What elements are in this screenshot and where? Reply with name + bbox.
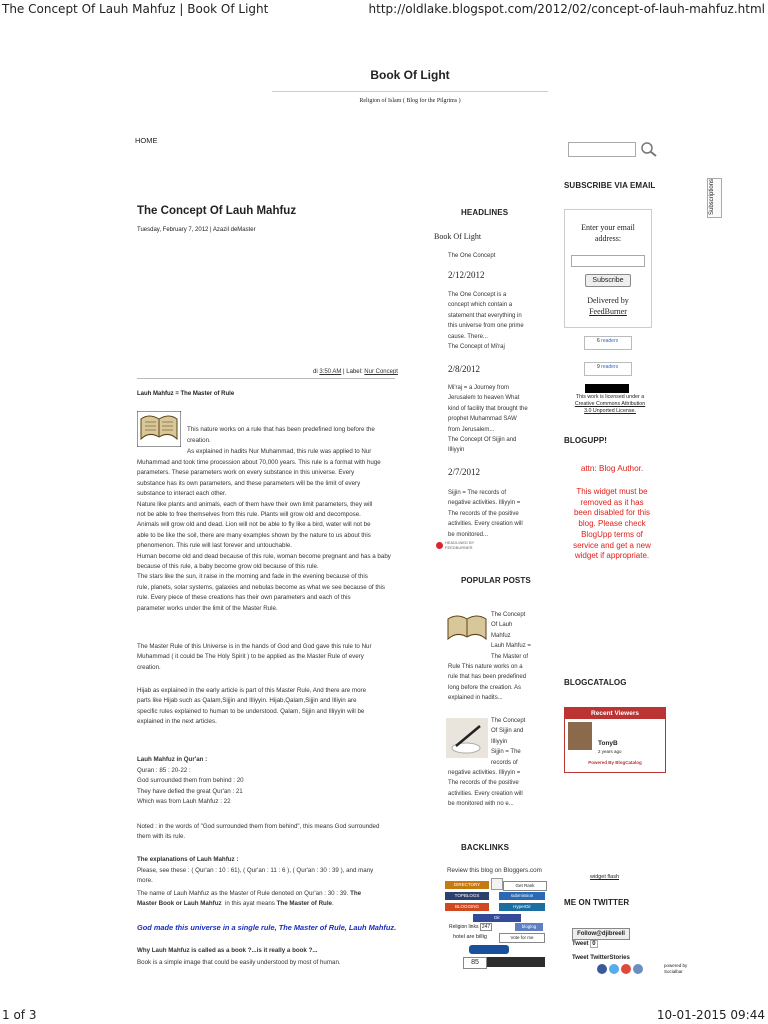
body-line: Human become old and dead because of this rule, woman become pregnant and has a baby bbox=[137, 552, 391, 560]
headline-excerpt bbox=[448, 383, 528, 456]
backlink-badges bbox=[445, 878, 545, 966]
headlines-title: HEADLINES bbox=[461, 208, 509, 217]
popular-line: activities. Every creation will bbox=[448, 790, 523, 797]
readers-label: readers bbox=[601, 338, 619, 344]
popular-line: Mahfuz bbox=[491, 632, 511, 639]
excerpt-line: The records of the positive bbox=[448, 510, 519, 517]
popular-post-2-tail bbox=[448, 768, 523, 810]
twitter-follow-button[interactable]: Follow@djibreell bbox=[572, 928, 630, 940]
religion-links-label: Religion links bbox=[449, 924, 479, 930]
feedburner-badge[interactable] bbox=[469, 945, 509, 954]
email-prompt-line: address: bbox=[594, 234, 622, 243]
hotel-link[interactable]: hotel are billig bbox=[453, 934, 487, 940]
body-line: substance to interact each other. bbox=[137, 490, 227, 498]
body-line: parameters. These parameters work on every substance in this universe. Every bbox=[137, 469, 355, 477]
badge-directory[interactable]: DIRECTORY bbox=[445, 881, 489, 889]
why-line: Book is a simple image that could be easily understood by most of human. bbox=[137, 959, 341, 966]
post-para-3 bbox=[137, 686, 417, 728]
delivered-by bbox=[565, 295, 651, 317]
expl-name-plain: The name of Lauh Mahfuz as the Master of Rule denoted on Qur'an : 30 : 39. bbox=[137, 890, 349, 897]
tweet-button-2[interactable] bbox=[572, 955, 630, 961]
readers-badge-1[interactable] bbox=[584, 336, 632, 350]
email-input[interactable] bbox=[571, 255, 645, 267]
socialbar-icons[interactable] bbox=[596, 962, 656, 974]
highlight-quote: God made this universe in a single rule, The Master of Rule, Lauh Mahfuz. bbox=[137, 923, 397, 932]
post-footer-sep: | Label: bbox=[343, 369, 363, 375]
blogupp-line: service and get a new bbox=[573, 540, 651, 550]
popular-line: The Master of bbox=[491, 653, 529, 660]
popular-pen-thumbnail[interactable] bbox=[446, 718, 488, 758]
intro-line-2: creation. bbox=[187, 437, 211, 444]
popular-title: POPULAR POSTS bbox=[461, 576, 531, 585]
excerpt-line: cause. There... bbox=[448, 333, 488, 340]
body-line: because of this rule, a baby become grow old because of this rule. bbox=[137, 563, 319, 571]
viewer-name[interactable]: TonyB bbox=[598, 740, 618, 747]
excerpt-line: The One Concept is a bbox=[448, 292, 507, 298]
badge-topblogs-dark[interactable]: TOPBLOGS bbox=[445, 892, 489, 900]
post-divider bbox=[137, 378, 395, 379]
popular-line: explained in hadits... bbox=[448, 695, 503, 702]
print-page-number: 1 of 3 bbox=[2, 1008, 37, 1022]
popular-line: Lauh Mahfuz = bbox=[491, 643, 531, 650]
socialbar-credit[interactable] bbox=[664, 963, 687, 975]
para-line: explained in the next articles. bbox=[137, 718, 217, 726]
popular-line: rule that has been predefined bbox=[448, 674, 527, 681]
expl-name-end: . bbox=[332, 900, 334, 908]
body-line: rule, planets, solar systems, galaxies and nebulas become as what we see because of this bbox=[137, 583, 385, 591]
backlinks-title: BACKLINKS bbox=[461, 843, 510, 852]
popular-line: Rule This nature works on a bbox=[448, 664, 523, 670]
para-line: Hijab as explained in the early article is part of this Master Rule, And there are more bbox=[137, 687, 367, 694]
email-prompt bbox=[565, 222, 651, 244]
expl-line: Please, see these : ( Qur'an : 10 : 61), ( Qur'an : 11 : 6 ), ( Qur'an : 30 : 39 ), and many bbox=[137, 867, 374, 874]
badge-square-icon[interactable] bbox=[491, 878, 503, 890]
headline-excerpt bbox=[448, 290, 524, 352]
excerpt-line: be monitored... bbox=[448, 531, 489, 538]
viewer-avatar[interactable] bbox=[568, 722, 592, 750]
noted bbox=[137, 822, 417, 843]
religion-links[interactable] bbox=[449, 924, 492, 930]
popular-line: be monitored with no e... bbox=[448, 801, 514, 808]
popular-line: The Concept bbox=[491, 612, 526, 618]
expl-name bbox=[137, 889, 422, 910]
badge-get-rank[interactable]: Get Rank bbox=[503, 881, 547, 891]
tweet-label: Tweet bbox=[572, 955, 589, 961]
excerpt-line: prophet Muhammad SAW bbox=[448, 416, 517, 423]
twitterstories-label: TwitterStories bbox=[590, 955, 630, 961]
excerpt-line: activities. Every creation will bbox=[448, 521, 523, 528]
quran-line: God surrounded them from behind : 20 bbox=[137, 777, 244, 785]
noted-line: Noted : in the words of "God surrounded them from behind", this means God surrounded bbox=[137, 823, 380, 830]
print-url[interactable]: http://oldlake.blogspot.com/2012/02/concept-of-lauh-mahfuz.html bbox=[368, 2, 765, 16]
para-line: parts like Hijab such as Qalam,Sijjin and Illiyyin. Hijab,Qalam,Sijjin and Illiyin are bbox=[137, 697, 357, 705]
blog-title[interactable]: Book Of Light bbox=[370, 68, 450, 82]
headline-date: 2/8/2012 bbox=[448, 364, 481, 374]
subscribe-title: SUBSCRIBE VIA EMAIL bbox=[564, 181, 656, 190]
post-footer bbox=[313, 369, 398, 375]
tweet-label: Tweet bbox=[572, 941, 589, 947]
feedburner-flame-icon bbox=[436, 542, 443, 549]
expl-lines bbox=[137, 866, 417, 887]
post-label-link[interactable]: Nur Concept bbox=[364, 369, 398, 375]
nav-home[interactable]: HOME bbox=[135, 136, 158, 145]
license-link[interactable]: Creative Commons Attribution bbox=[574, 401, 646, 407]
readers-label: readers bbox=[601, 364, 619, 370]
subscriptions-tab-label: Subscriptions bbox=[709, 178, 715, 215]
headline-excerpt bbox=[448, 488, 523, 540]
body-line: not be able to free themselves from this rule. Plants will grow old and decompose. bbox=[137, 511, 361, 519]
readers-count: 6 bbox=[597, 338, 600, 344]
popular-post-1[interactable] bbox=[491, 610, 531, 662]
popular-post-1-tail bbox=[448, 662, 526, 704]
blogupp-line: blog. Please check bbox=[578, 519, 646, 529]
popular-line: Of Sijjin and bbox=[491, 728, 524, 735]
viewer-time: 2 years ago bbox=[598, 749, 622, 754]
religion-links-count: 247 bbox=[481, 924, 491, 930]
feedburner-badge-text bbox=[445, 540, 474, 550]
quran-line: They have defied the great Qur'an : 21 bbox=[137, 787, 243, 795]
popular-post-2[interactable] bbox=[491, 716, 525, 768]
headline-next[interactable]: The Concept of Mi'raj bbox=[448, 344, 505, 351]
expl-heading: The explanations of Lauh Mahfuz : bbox=[137, 856, 239, 863]
quran-line: Which was from Lauh Mahfuz : 22 bbox=[137, 798, 231, 806]
blogcatalog-title: BLOGCATALOG bbox=[564, 678, 627, 687]
feedburner-headlined-badge[interactable] bbox=[436, 540, 486, 552]
why-heading: Why Lauh Mahfuz is called as a book ?...is it really a book ?... bbox=[137, 947, 318, 954]
headline-title[interactable]: Illiyyin bbox=[448, 447, 465, 454]
search-icon[interactable] bbox=[640, 141, 658, 157]
visitor-counter: 85 bbox=[463, 957, 487, 969]
badge-bloglog[interactable]: bloglog bbox=[515, 923, 543, 931]
body-line: The stars like the sun, it raise in the morning and fade in the evening because of this bbox=[137, 573, 368, 581]
post-meta: Tuesday, February 7, 2012 | Azazil deMaster bbox=[137, 227, 256, 233]
popular-book-thumbnail[interactable] bbox=[446, 612, 488, 646]
post-body bbox=[137, 458, 417, 614]
excerpt-line: this universe from one prime bbox=[448, 323, 524, 330]
headlines-blog-name[interactable]: Book Of Light bbox=[434, 232, 482, 241]
post-footer-prefix: di bbox=[313, 369, 318, 375]
popular-line: Illiyyin bbox=[491, 738, 508, 745]
tweet-button-1[interactable] bbox=[572, 941, 598, 947]
vote-button[interactable]: Vote for me bbox=[499, 933, 545, 943]
expl-name-the: The bbox=[350, 890, 362, 897]
badge-line: HEADLINED BY bbox=[445, 540, 475, 545]
cc-license-icon[interactable] bbox=[585, 384, 629, 393]
intro-line-1: This nature works on a rule that has been predefined long before the bbox=[187, 426, 375, 433]
expl-line: more. bbox=[137, 877, 153, 885]
backlinks-review[interactable]: Review this blog on Bloggers.com bbox=[447, 867, 542, 874]
para-line: specific rules explained to human to be understood. Qalam, Sijjin and Illiyyin will be bbox=[137, 707, 365, 715]
excerpt-line: concept which contain a bbox=[448, 302, 513, 309]
book-image bbox=[137, 411, 181, 447]
badge-dir[interactable]: Dir bbox=[473, 914, 521, 922]
readers-count: 9 bbox=[597, 364, 600, 370]
excerpt-line: Jerusalem to heaven What bbox=[448, 395, 520, 402]
recent-viewers-title: Recent Viewers bbox=[565, 708, 665, 719]
readers-badge-2[interactable] bbox=[584, 362, 632, 376]
popular-line: records of bbox=[491, 759, 518, 766]
subscriptions-tab[interactable] bbox=[707, 178, 722, 218]
twitter-title: ME ON TWITTER bbox=[564, 898, 630, 907]
excerpt-line: statement that everything in bbox=[448, 312, 522, 319]
excerpt-line: Mi'raj = a Journey from bbox=[448, 385, 509, 391]
expl-name-master-rule: The Master of Rule bbox=[276, 900, 332, 908]
body-line: phenomenon. This rule will last forever and untouchable. bbox=[137, 542, 293, 550]
post-subtitle: Lauh Mahfuz = The Master of Rule bbox=[137, 391, 235, 397]
popular-line: The records of the positive bbox=[448, 780, 519, 787]
post-para-2 bbox=[137, 642, 417, 673]
badge-blogging[interactable]: BLOGGING bbox=[445, 903, 489, 911]
license-line[interactable]: 3.0 Unported License. bbox=[584, 408, 636, 414]
delivered-by-text: Delivered by bbox=[587, 296, 629, 305]
body-line: able to be like the soil, there are many examples shown by the nature to us about this bbox=[137, 531, 371, 539]
license-text bbox=[562, 394, 658, 415]
blogupp-line: This widget must be bbox=[576, 487, 648, 496]
print-datetime: 10-01-2015 09:44 bbox=[656, 1008, 765, 1022]
post-title[interactable]: The Concept Of Lauh Mahfuz bbox=[137, 205, 297, 217]
badge-hyperdir[interactable]: HyperDir bbox=[499, 903, 545, 911]
headline-next[interactable]: The Concept Of Sijjin and bbox=[448, 437, 517, 444]
widget-flash-link[interactable]: widget flash bbox=[590, 874, 620, 880]
excerpt-line: Sijjin = The records of bbox=[448, 490, 507, 496]
blogupp-line: widget if appropriate. bbox=[574, 551, 650, 561]
popular-line: long before the creation. As bbox=[448, 684, 522, 691]
search-input[interactable] bbox=[568, 142, 636, 157]
tweet-count: 0 bbox=[592, 941, 596, 947]
headline-title[interactable]: The One Concept bbox=[448, 253, 496, 259]
blogtog-logo-icon[interactable] bbox=[487, 957, 545, 967]
para-line: The Master Rule of this Universe is in the hands of God and God gave this rule to Nur bbox=[137, 643, 372, 650]
body-line: parameter works under the limit of the Master Rule. bbox=[137, 604, 278, 612]
popular-line: Of Lauh bbox=[491, 622, 513, 629]
quran-line: Quran : 85 : 20-22 : bbox=[137, 767, 191, 774]
body-line: rule. Every piece of these creations has their own parameters and each of this bbox=[137, 594, 351, 602]
quran-heading: Lauh Mahfuz in Qur'an : bbox=[137, 756, 208, 763]
excerpt-line: kind of facility that brought the bbox=[448, 405, 528, 412]
subscribe-box bbox=[564, 209, 652, 328]
body-line: Animals will grow old and dead. Lion will not be able to fly like a bird, water will not be bbox=[137, 521, 371, 529]
noted-line: them with its rule. bbox=[137, 833, 186, 841]
expl-name-master-book: Master Book or Lauh Mahfuz bbox=[137, 900, 222, 908]
powered-by: powered by bbox=[664, 963, 688, 968]
excerpt-line: negative activities. Illiyyin = bbox=[448, 500, 521, 507]
popular-line: The Concept bbox=[491, 718, 526, 724]
blogupp-line: BlogUpp terms of bbox=[581, 529, 643, 539]
body-line: Nature like plants and animals, each of them have their own limit parameters, they will bbox=[137, 500, 373, 508]
header-divider bbox=[272, 91, 548, 92]
post-time-link[interactable]: 3:50 AM bbox=[319, 369, 342, 375]
expl-name-mid: in this ayat means bbox=[225, 900, 275, 908]
para-line: Muhammad ( it could be The Holy Spirit ) to be applied as the Master Rule of every bbox=[137, 653, 364, 661]
excerpt-line: from Jerusalem... bbox=[448, 426, 495, 433]
popular-line: negative activities. Illiyyin = bbox=[448, 770, 521, 776]
socialbar-name: Socialbar bbox=[664, 969, 683, 974]
blog-tagline: Religion of Islam ( Blog for the Pilgrims ) bbox=[359, 98, 461, 104]
recent-viewers-widget bbox=[564, 707, 666, 773]
headline-date: 2/12/2012 bbox=[448, 270, 485, 280]
email-prompt-line: Enter your email bbox=[581, 223, 635, 232]
headline-date: 2/7/2012 bbox=[448, 467, 481, 477]
badge-submission[interactable]: submission bbox=[499, 892, 545, 900]
blogupp-message bbox=[562, 487, 662, 562]
body-line: substance has its own parameters, and these parameters will be the limit of every bbox=[137, 479, 361, 487]
blogupp-line: been disabled for this bbox=[573, 508, 651, 518]
powered-blogcatalog[interactable]: Powered By BlogCatalog bbox=[588, 760, 642, 765]
badge-line: FEEDBURNER bbox=[445, 545, 473, 550]
blogupp-title: BLOGUPP! bbox=[564, 436, 608, 445]
blogupp-attn: attn: Blog Author. bbox=[580, 464, 644, 473]
feedburner-link[interactable]: FeedBurner bbox=[589, 307, 627, 316]
license-line: This work is licensed under a bbox=[575, 394, 645, 400]
blogupp-line: removed as it has bbox=[580, 497, 644, 507]
subscribe-button[interactable]: Subscribe bbox=[585, 274, 631, 287]
popular-line: Sijjin = The bbox=[491, 749, 521, 756]
body-line: Muhammad and took time procession about 70,000 years. This rule is a format with huge bbox=[137, 459, 381, 466]
intro-line-3: As explained in hadits Nur Muhammad, this rule was applied to Nur bbox=[187, 448, 372, 455]
print-title: The Concept Of Lauh Mahfuz | Book Of Light bbox=[2, 2, 269, 16]
quran-list bbox=[137, 766, 244, 808]
para-line: creation. bbox=[137, 663, 161, 671]
